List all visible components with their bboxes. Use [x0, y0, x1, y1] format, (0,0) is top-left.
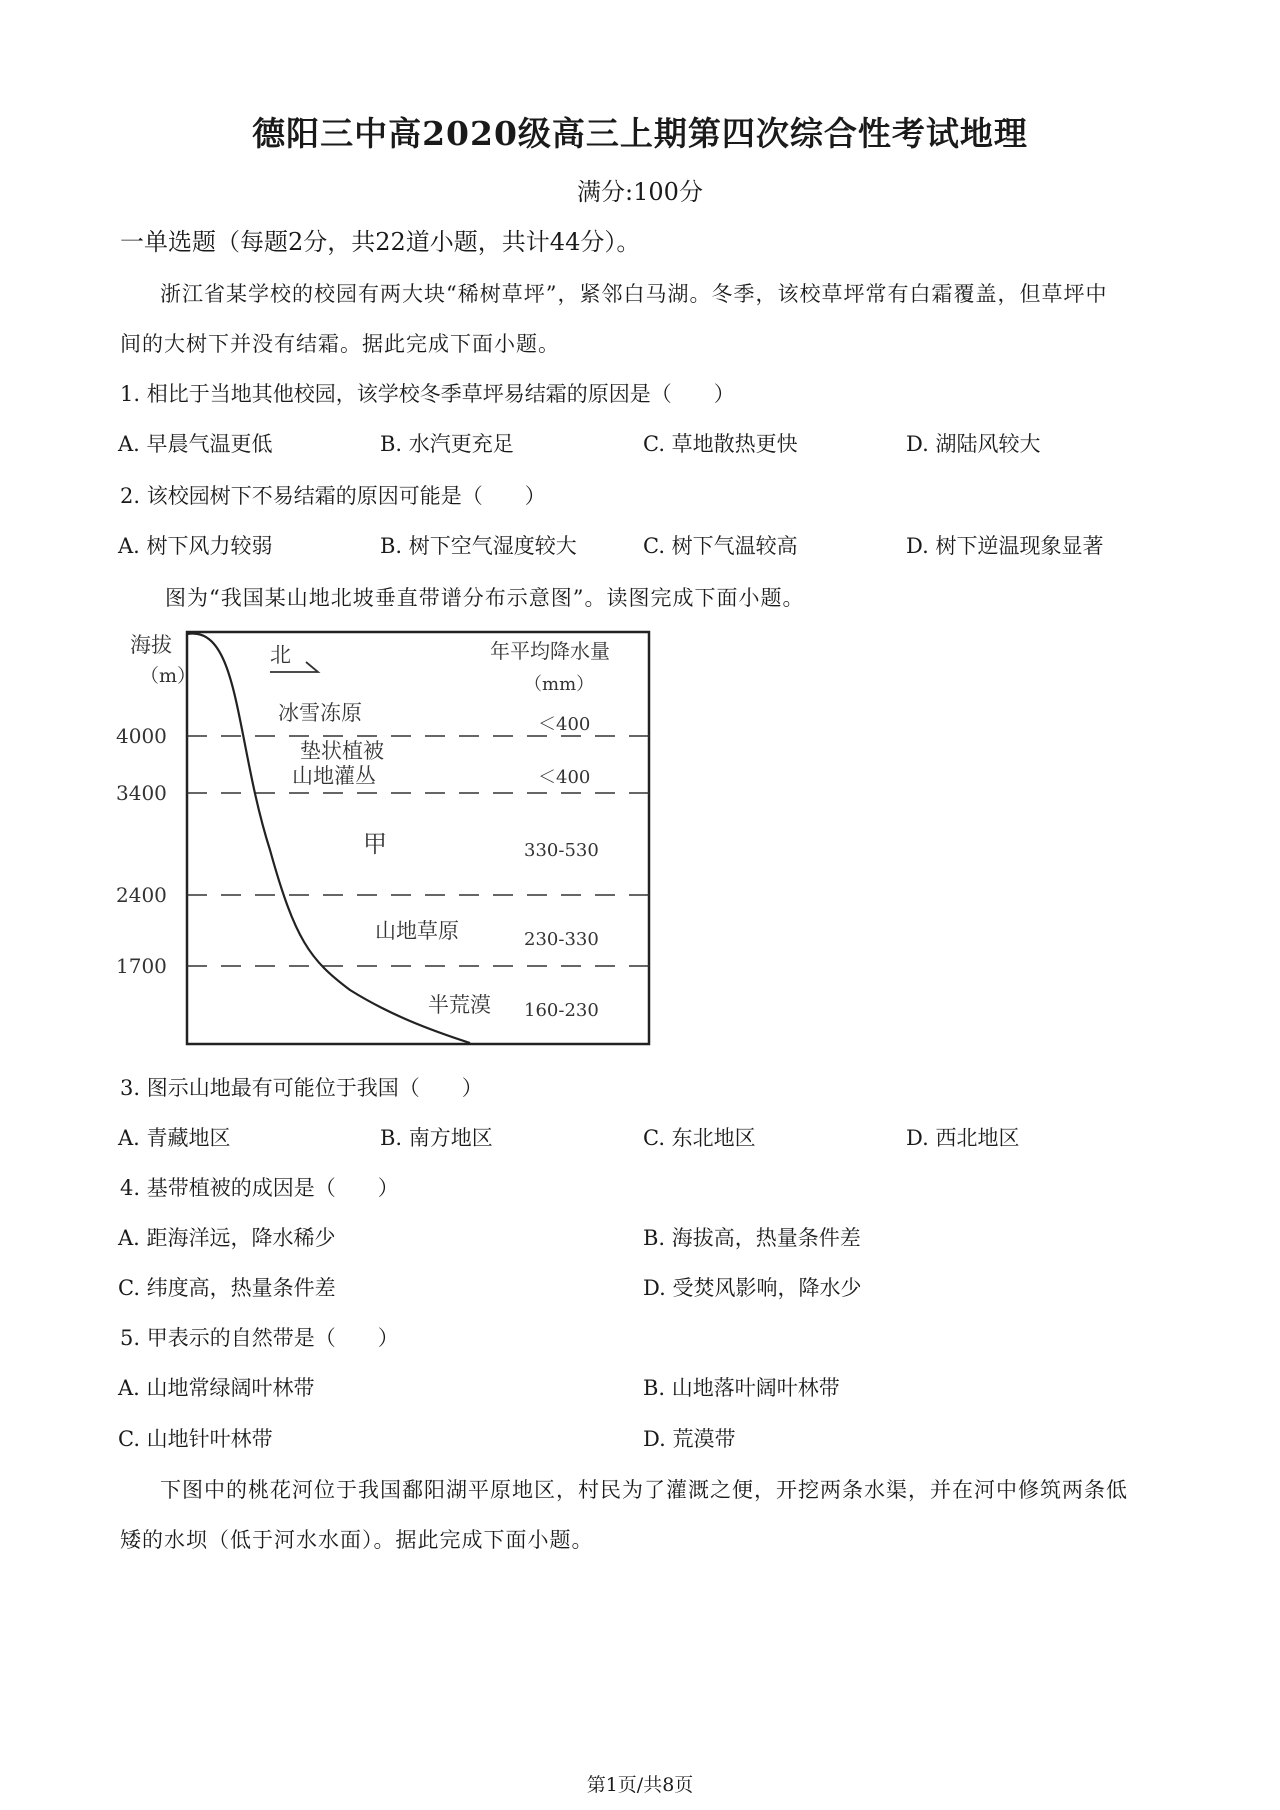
option-4b[interactable]: B. 海拔高，热量条件差: [643, 1226, 861, 1250]
section-heading: 一单选题（每题2分，共22道小题，共计44分）。: [120, 228, 641, 256]
option-5c[interactable]: C. 山地针叶林带: [118, 1427, 273, 1451]
rainfall-value: 160-230: [524, 1000, 599, 1021]
option-5d[interactable]: D. 荒漠带: [643, 1427, 736, 1451]
option-2a[interactable]: A. 树下风力较弱: [118, 534, 273, 558]
mountain-slope-profile: [187, 634, 470, 1043]
zone-label: 半荒漠: [428, 993, 491, 1017]
question-2: 2. 该校园树下不易结霜的原因可能是（ ）: [120, 484, 546, 508]
rainfall-value: 230-330: [524, 929, 599, 950]
altitude-tick: 1700: [116, 954, 167, 978]
zone-label: 冰雪冻原: [278, 701, 362, 725]
page-number: 第1页/共8页: [586, 1774, 694, 1796]
option-3a[interactable]: A. 青藏地区: [118, 1126, 231, 1150]
intro-paragraph-line: 浙江省某学校的校园有两大块“稀树草坪”，紧邻白马湖。冬季，该校草坪常有白霜覆盖，但草坪中: [160, 282, 1108, 306]
option-2c[interactable]: C. 树下气温较高: [643, 534, 798, 558]
option-2b[interactable]: B. 树下空气湿度较大: [380, 534, 577, 558]
rainfall-value: ＜400: [538, 767, 591, 788]
rainfall-unit: （mm）: [524, 674, 595, 695]
zone-label: 山地灌丛: [292, 764, 376, 788]
y-axis-label: 海拔: [130, 633, 172, 657]
rainfall-value: 330-530: [524, 840, 599, 861]
option-3b[interactable]: B. 南方地区: [380, 1126, 493, 1150]
north-label: 北: [270, 643, 291, 667]
altitude-tick: 4000: [116, 724, 167, 748]
question-1: 1. 相比于当地其他校园，该学校冬季草坪易结霜的原因是（ ）: [120, 382, 735, 406]
intro-paragraph-line: 矮的水坝（低于河水水面）。据此完成下面小题。: [120, 1528, 594, 1552]
zone-label: 垫状植被: [300, 739, 384, 763]
option-1c[interactable]: C. 草地散热更快: [643, 432, 798, 456]
rainfall-title: 年平均降水量: [490, 639, 610, 663]
option-4c[interactable]: C. 纬度高，热量条件差: [118, 1276, 336, 1300]
page-title: 德阳三中高2020级高三上期第四次综合性考试地理: [252, 114, 1028, 153]
zone-label: 甲: [363, 830, 387, 858]
y-axis-unit: （m）: [140, 665, 197, 687]
option-2d[interactable]: D. 树下逆温现象显著: [906, 534, 1104, 558]
option-5b[interactable]: B. 山地落叶阔叶林带: [643, 1376, 840, 1400]
rainfall-value: ＜400: [538, 714, 591, 735]
zone-label: 山地草原: [375, 919, 459, 943]
option-4d[interactable]: D. 受焚风影响，降水少: [643, 1276, 862, 1300]
intro-paragraph-line: 下图中的桃花河位于我国鄱阳湖平原地区，村民为了灌溉之便，开挖两条水渠，并在河中修筑两条低: [160, 1478, 1128, 1502]
question-3: 3. 图示山地最有可能位于我国（ ）: [120, 1076, 483, 1100]
option-5a[interactable]: A. 山地常绿阔叶林带: [118, 1376, 315, 1400]
question-5: 5. 甲表示的自然带是（ ）: [120, 1326, 399, 1350]
diagram-intro: 图为“我国某山地北坡垂直带谱分布示意图”。读图完成下面小题。: [165, 586, 805, 610]
option-3d[interactable]: D. 西北地区: [906, 1126, 1020, 1150]
altitude-tick: 2400: [116, 883, 167, 907]
vertical-zonation-diagram: [110, 620, 670, 1050]
option-1b[interactable]: B. 水汽更充足: [380, 432, 514, 456]
intro-paragraph-line: 间的大树下并没有结霜。据此完成下面小题。: [120, 332, 560, 356]
option-1d[interactable]: D. 湖陆风较大: [906, 432, 1041, 456]
full-score: 满分:100分: [577, 178, 703, 206]
option-4a[interactable]: A. 距海洋远，降水稀少: [118, 1226, 336, 1250]
option-3c[interactable]: C. 东北地区: [643, 1126, 756, 1150]
option-1a[interactable]: A. 早晨气温更低: [118, 432, 273, 456]
question-4: 4. 基带植被的成因是（ ）: [120, 1176, 399, 1200]
altitude-tick: 3400: [116, 781, 167, 805]
